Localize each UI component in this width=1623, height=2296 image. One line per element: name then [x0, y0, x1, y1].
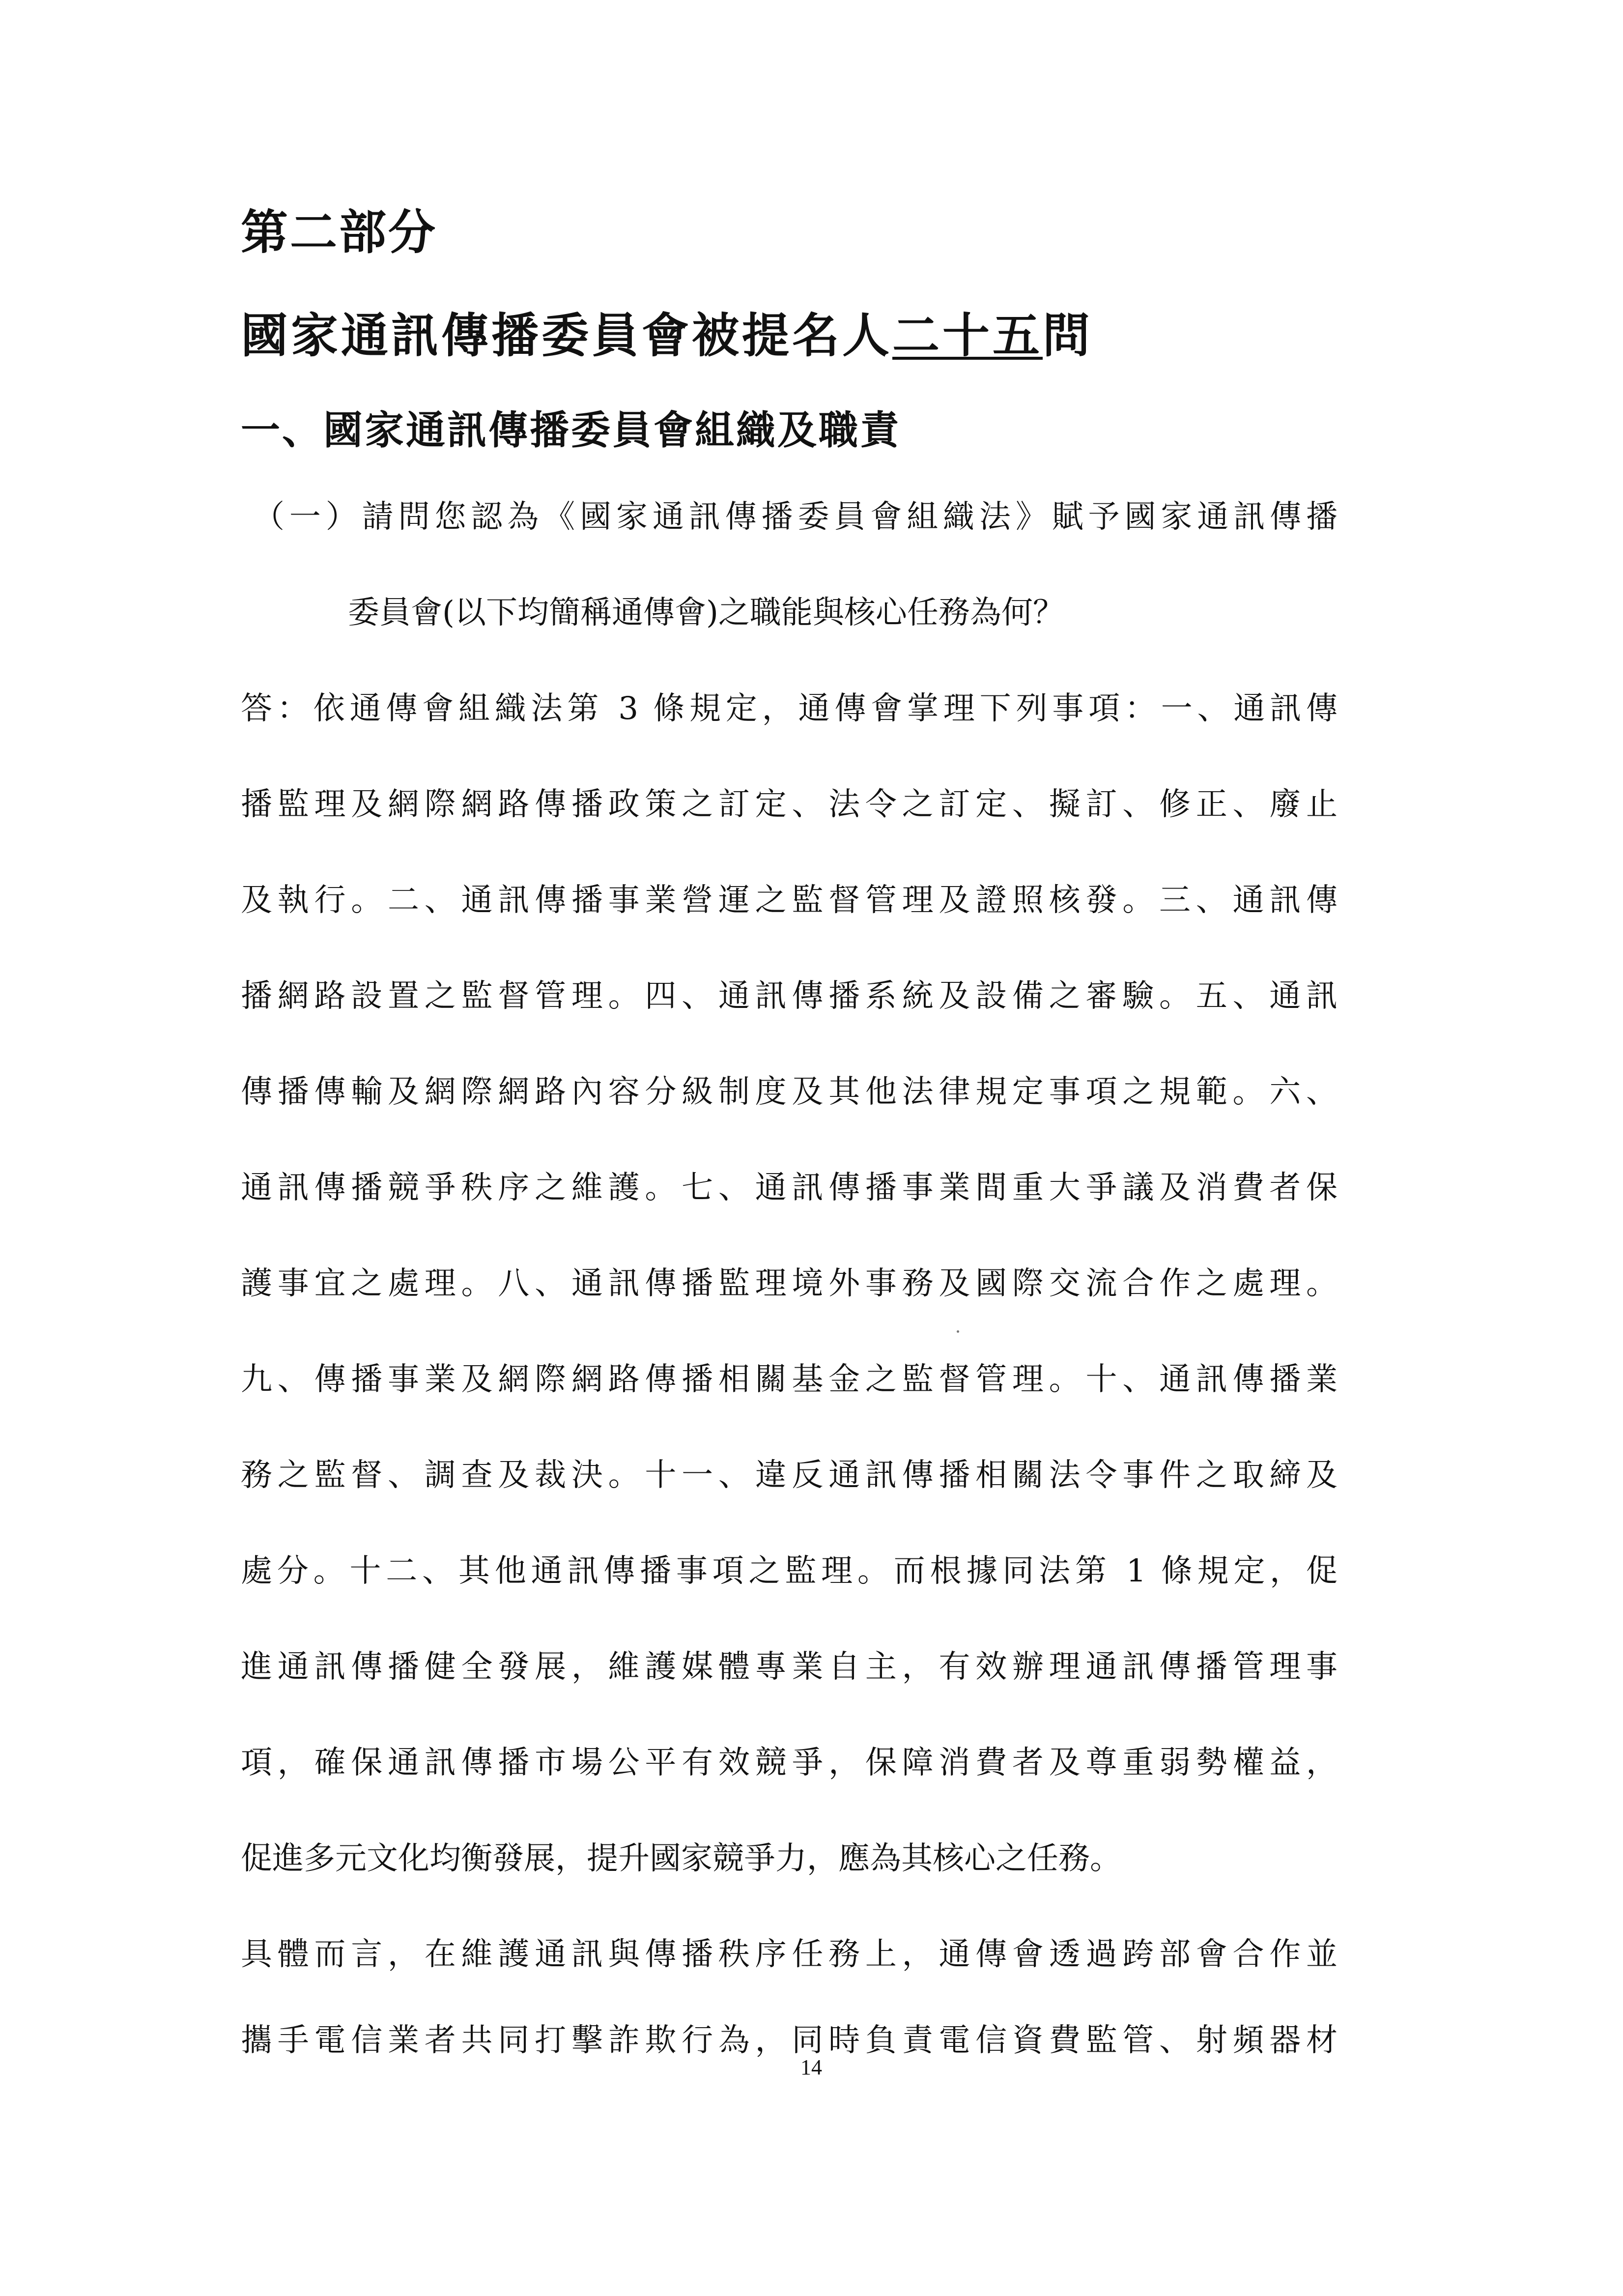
paragraph-line: 攜手電信業者共同打擊詐欺行為，同時負責電信資費監管、射頻器材	[241, 2022, 1338, 2059]
question-line-2: 委員會(以下均簡稱通傳會)之職能與核心任務為何？	[348, 595, 1064, 631]
document-title	[241, 308, 1093, 363]
answer-line: 答：依通傳會組織法第 3 條規定，通傳會掌理下列事項：一、通訊傳	[241, 690, 1338, 727]
document-title-prefix: 國家通訊傳播委員會被提名人	[241, 308, 892, 363]
document-title-underlined-number: 二十五	[892, 308, 1043, 363]
answer-line: 及執行。二、通訊傳播事業營運之監督管理及證照核發。三、通訊傳	[241, 882, 1338, 918]
answer-line: 播網路設置之監督管理。四、通訊傳播系統及設備之審驗。五、通訊	[241, 978, 1338, 1014]
answer-line: 處分。十二、其他通訊傳播事項之監理。而根據同法第 1 條規定，促	[241, 1553, 1338, 1589]
section-heading: 一、國家通訊傳播委員會組織及職責	[241, 407, 901, 453]
part-title: 第二部分	[241, 204, 437, 260]
scan-speck	[957, 1330, 959, 1333]
page-number: 14	[800, 2055, 822, 2079]
answer-line: 傳播傳輸及網際網路內容分級制度及其他法律規定事項之規範。六、	[241, 1074, 1338, 1110]
paragraph-line: 具體而言，在維護通訊與傳播秩序任務上，通傳會透過跨部會合作並	[241, 1936, 1338, 1973]
answer-line: 進通訊傳播健全發展，維護媒體專業自主，有效辦理通訊傳播管理事	[241, 1649, 1338, 1685]
answer-line: 九、傳播事業及網際網路傳播相關基金之監督管理。十、通訊傳播業	[241, 1361, 1338, 1398]
question-line-1: （一）請問您認為《國家通訊傳播委員會組織法》賦予國家通訊傳播	[253, 499, 1338, 535]
document-title-suffix: 問	[1043, 308, 1093, 363]
answer-line: 播監理及網際網路傳播政策之訂定、法令之訂定、擬訂、修正、廢止	[241, 786, 1338, 823]
answer-line: 促進多元文化均衡發展，提升國家競爭力，應為其核心之任務。	[241, 1840, 1121, 1877]
answer-line: 護事宜之處理。八、通訊傳播監理境外事務及國際交流合作之處理。	[241, 1265, 1338, 1302]
answer-line: 務之監督、調查及裁決。十一、違反通訊傳播相關法令事件之取締及	[241, 1457, 1338, 1493]
answer-line: 通訊傳播競爭秩序之維護。七、通訊傳播事業間重大爭議及消費者保	[241, 1170, 1338, 1206]
answer-line: 項，確保通訊傳播市場公平有效競爭，保障消費者及尊重弱勢權益，	[241, 1745, 1338, 1781]
